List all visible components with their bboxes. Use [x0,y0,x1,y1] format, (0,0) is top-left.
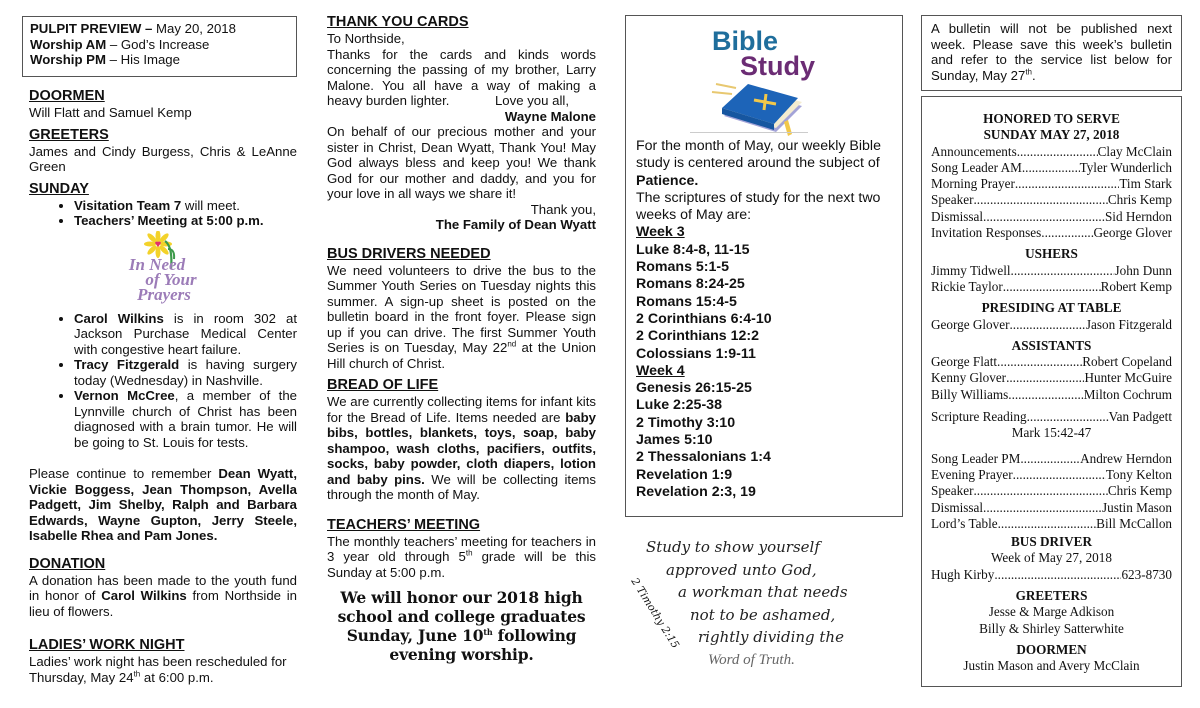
serve-role: Jimmy Tidwell [931,262,1011,278]
dot-leader [1020,451,1080,467]
prayer-item: • Carol Wilkins is in room 302 at Jackson Purchase Medical Center with congestive heart failure. [74,311,297,358]
greeters-name: Jesse & Marge Adkison [988,604,1115,620]
doormen-names: Justin Mason and Avery McClain [963,658,1140,674]
ladies-heading: LADIES’ WORK NIGHT [29,637,185,653]
serve-row [931,225,1172,241]
serve-row: Hugh Kirby ..... 623-8730 [931,567,1172,583]
dot-leader [973,192,1107,208]
bus-driver-heading: BUS DRIVER [1011,534,1092,550]
serve-row [931,467,1172,483]
scripture-reference: Revelation 1:9 [636,466,733,483]
logo-word-study: Study [740,51,816,81]
assistants-list [931,354,1172,403]
bus-drivers-heading: BUS DRIVERS NEEDED [327,245,491,262]
greeters-name: Billy & Shirley Satterwhite [979,620,1124,636]
scripture-reference: 2 Timothy 3:10 [636,414,736,431]
greeters-text: James and Cindy Burgess, Chris & LeAnne Green [29,143,297,174]
dot-leader [973,483,1107,499]
scripture-reference: 2 Thessalonians 1:4 [636,449,771,466]
serve-name: Robert Kemp [1100,278,1172,294]
remember-text: Please continue to remember Dean Wyatt, Vickie Boggess, Jean Thompson, Avella Padgett, Jim Shelby, Ralph and Barbara Edwards, Wayne Gupton, Jerry Steele, Isabelle Rhea and Pam Jones. [29,466,297,543]
dot-leader [1022,160,1080,176]
verse-line: a workman that needs [678,583,848,601]
serve-row [931,516,1172,532]
dot-leader [1015,176,1119,192]
dot-leader [998,516,1097,532]
serve-row [931,192,1172,208]
serve-role: Speaker [931,483,974,499]
bus-drivers-text: We need volunteers to drive the bus to the Summer Youth Series on Tuesday nights this summer. A sign-up sheet is posted on the bulletin board in the front foyer. Please sign up if you can drive. The first Summer Youth Series is on Tuesday, May 22nd at the Union Hill church of Christ. [327,262,596,371]
serve-name: Jason Fitzgerald [1085,316,1172,332]
prayer-list [29,311,297,451]
assistants-heading: ASSISTANTS [1011,337,1092,353]
serve-row [931,160,1172,176]
dot-leader [997,354,1082,370]
scripture-passage: Mark 15:42-47 [1011,425,1092,441]
serve-name: Andrew Herndon [1080,450,1172,466]
scripture-reference: James 5:10 [636,432,713,449]
verse-line: approved unto God, [666,560,817,579]
scripture-reference: 2 Corinthians 6:4-10 [636,310,772,327]
verse-line: Word of Truth. [708,651,795,668]
prayer-line-3: Prayers [137,284,191,304]
serve-row [931,317,1172,333]
prayer-item: • Tracy Fitzgerald is having surgery today (Wednesday) in Nashville. [74,357,297,388]
dot-leader [1017,144,1098,160]
serve-role: Evening Prayer [931,466,1013,482]
serve-role: George Flatt [931,354,998,370]
pm-service-list [931,451,1172,532]
verse-line: rightly dividing the [698,628,844,646]
pulpit-date: May 20, 2018 [152,21,236,36]
verse-line: Study to show yourself [646,538,820,556]
dot-leader [983,209,1105,225]
scripture-reference: Romans 8:24-25 [636,276,745,293]
thank-you-closing-2: Thank you, [530,201,596,217]
donation-text: A donation has been made to the youth fund in honor of Carol Wilkins from Northside in lieu of flowers. [29,572,298,619]
serve-name: Clay McClain [1097,143,1172,159]
thank-you-greeting: To Northside, [327,31,405,46]
serve-role: Rickie Taylor [931,278,1003,294]
serve-role: Lord’s Table [931,515,998,531]
presiding-heading: PRESIDING AT TABLE [981,300,1122,316]
serve-row [931,279,1172,295]
prayer-line-2: of Your [145,269,197,289]
serve-role: Song Leader AM [931,159,1022,175]
serve-name: John Dunn [1114,262,1172,278]
worship-am-value: – God’s Increase [106,36,210,52]
scripture-reference: Romans 5:1-5 [636,259,730,276]
scripture-reference: Genesis 26:15-25 [636,380,752,397]
serve-row [931,387,1172,403]
verse-reference: 2 Timothy 2:15 [628,576,682,651]
serve-role: Dismissal [931,499,984,515]
bible-book-icon [706,76,826,136]
serve-row [931,354,1172,370]
serve-row [931,209,1172,225]
scripture-reference: Luke 8:4-8, 11-15 [636,241,750,258]
serve-name: Tony Kelton [1105,466,1172,482]
column-2 [327,14,596,664]
doormen-heading: DOORMEN [29,88,105,104]
bus-driver-week: Week of May 27, 2018 [991,550,1112,566]
bible-study-intro: For the month of May, our weekly Bible study is centered around the subject of Patience. [636,138,881,189]
teachers-meeting-heading: TEACHERS’ MEETING [327,516,481,533]
serve-name: George Glover [1093,225,1172,241]
serve-role: Dismissal [931,208,984,224]
serve-name: Milton Cochrum [1083,386,1172,402]
prayer-line-1: In Need [128,254,186,274]
serve-row [931,500,1172,516]
bulletin-notice-box: A bulletin will not be published next week. Please save this week’s bulletin and refer to the service list below for Sunday, May 27th. [921,15,1182,91]
sunday-list [29,198,297,229]
serve-name: Robert Copeland [1082,354,1172,370]
thank-you-body-2: On behalf of our precious mother and your sister in Christ, Dean Wyatt, Thank You! May God always bless and keep you! We thank God for our mother and daddy, and you for your love in all ways we share it! [327,124,596,201]
serve-row [931,483,1172,499]
sunday-heading: SUNDAY [29,180,89,197]
serve-name: Sid Herndon [1104,208,1172,224]
thank-you-signature-1: Wayne Malone [504,108,596,124]
worship-pm-value: – His Image [105,52,180,67]
thank-you-signature-2: The Family of Dean Wyatt [435,217,596,232]
pulpit-title: PULPIT PREVIEW – [30,21,153,36]
prayer-item: • Vernon McCree, a member of the Lynnville church of Christ has been diagnosed with a brain tumor. He will be going to St. Louis for tests. [74,388,297,450]
bible-study-intro-2: The scriptures of study for the next two weeks of May are: [636,189,881,224]
greeters-heading: GREETERS [29,126,109,143]
dot-leader [983,500,1102,516]
doormen-text: Will Flatt and Samuel Kemp [29,105,192,120]
serve-name: Bill McCallon [1096,515,1172,531]
dot-leader [1006,370,1084,386]
honored-to-serve-box [921,96,1182,687]
sunday-item: • Visitation Team 7 will meet. [74,198,297,214]
week-3-list [636,224,892,501]
scripture-reference: Romans 15:4-5 [636,293,737,310]
sunday-item: • Teachers’ Meeting at 5:00 p.m. [74,213,297,229]
graduates-announcement: We will honor our 2018 high school and college graduates Sunday, June 10th following evening worship. [337,588,586,664]
worship-am-label: Worship AM [30,36,107,52]
serve-row [931,370,1172,386]
prayer-graphic [29,231,297,311]
serve-name: Tim Stark [1119,176,1172,192]
serve-title: HONORED TO SERVE [983,111,1120,126]
logo-word-bible: Bible [712,26,779,56]
dot-leader [1003,279,1101,295]
dot-leader [1011,263,1115,279]
dot-leader [1010,317,1086,333]
column-1 [29,82,297,685]
presiding-list [931,317,1172,333]
serve-row [931,451,1172,467]
thank-you-closing-1: Love you all, [494,93,569,108]
serve-role: Invitation Responses [931,225,1042,241]
serve-date: SUNDAY MAY 27, 2018 [983,127,1120,143]
serve-role: Speaker [931,192,974,208]
bread-of-life-heading: BREAD OF LIFE [327,377,439,393]
serve-name: Justin Mason [1102,499,1172,515]
scripture-verse-graphic [628,536,910,676]
ushers-heading: USHERS [1025,246,1078,262]
scripture-reference: 2 Corinthians 12:2 [636,328,759,345]
serve-row [931,176,1172,192]
serve-row [931,144,1172,160]
serve-role: Morning Prayer [931,176,1015,192]
serve-role: Billy Williams [931,386,1009,402]
pulpit-preview-box [22,16,297,77]
scripture-reference: Luke 2:25-38 [636,397,722,414]
dot-leader [1041,225,1093,241]
scripture-reference: Colossians 1:9-11 [636,345,756,362]
serve-role: Song Leader PM [931,450,1021,466]
serve-name: Chris Kemp [1107,192,1172,208]
serve-role: George Glover [931,316,1010,332]
serve-row: Scripture Reading ..... Van Padgett [931,409,1172,425]
thank-you-body-1: Thanks for the cards and kinds words concerning the passing of my brother, Larry Malone. You all have a way of making a heavy burden lighter. [327,46,596,108]
doormen-heading-2: DOORMEN [1016,641,1087,657]
worship-pm-label: Worship PM [30,52,106,67]
am-service-list [931,144,1172,242]
verse-line: not to be ashamed, [690,605,836,624]
bible-study-logo [636,16,892,134]
serve-name: Chris Kemp [1107,483,1172,499]
serve-name: Tyler Wunderlich [1079,159,1172,175]
greeters-heading-2: GREETERS [1015,588,1088,604]
dot-leader [1013,467,1106,483]
scripture-reference: Revelation 2:3, 19 [636,483,756,500]
serve-name: Hunter McGuire [1084,370,1172,386]
donation-heading: DONATION [29,555,106,572]
serve-role: Announcements [931,143,1017,159]
dot-leader [1008,387,1083,403]
bread-of-life-text: We are currently collecting items for infant kits for the Bread of Life. Items needed are baby bibs, bottles, blankets, toys, soap, baby shampoo, wash cloths, pacifiers, outfits, socks, baby powder, cloth diapers, lotion and baby pins. We will be collecting items through the month of May. [327,394,596,502]
thank-you-heading: THANK YOU CARDS [327,14,469,30]
week-3-label: Week 3 [636,224,685,241]
serve-role: Kenny Glover [931,370,1007,386]
bible-study-box [625,15,903,517]
ladies-text: Ladies’ work night has been rescheduled for Thursday, May 24th at 6:00 p.m. [29,654,287,685]
serve-row [931,263,1172,279]
teachers-meeting-text: The monthly teachers’ meeting for teachers in 3 year old through 5th grade will be this Sunday at 5:00 p.m. [327,533,596,580]
ushers-list [931,263,1172,296]
week-4-label: Week 4 [636,362,685,379]
